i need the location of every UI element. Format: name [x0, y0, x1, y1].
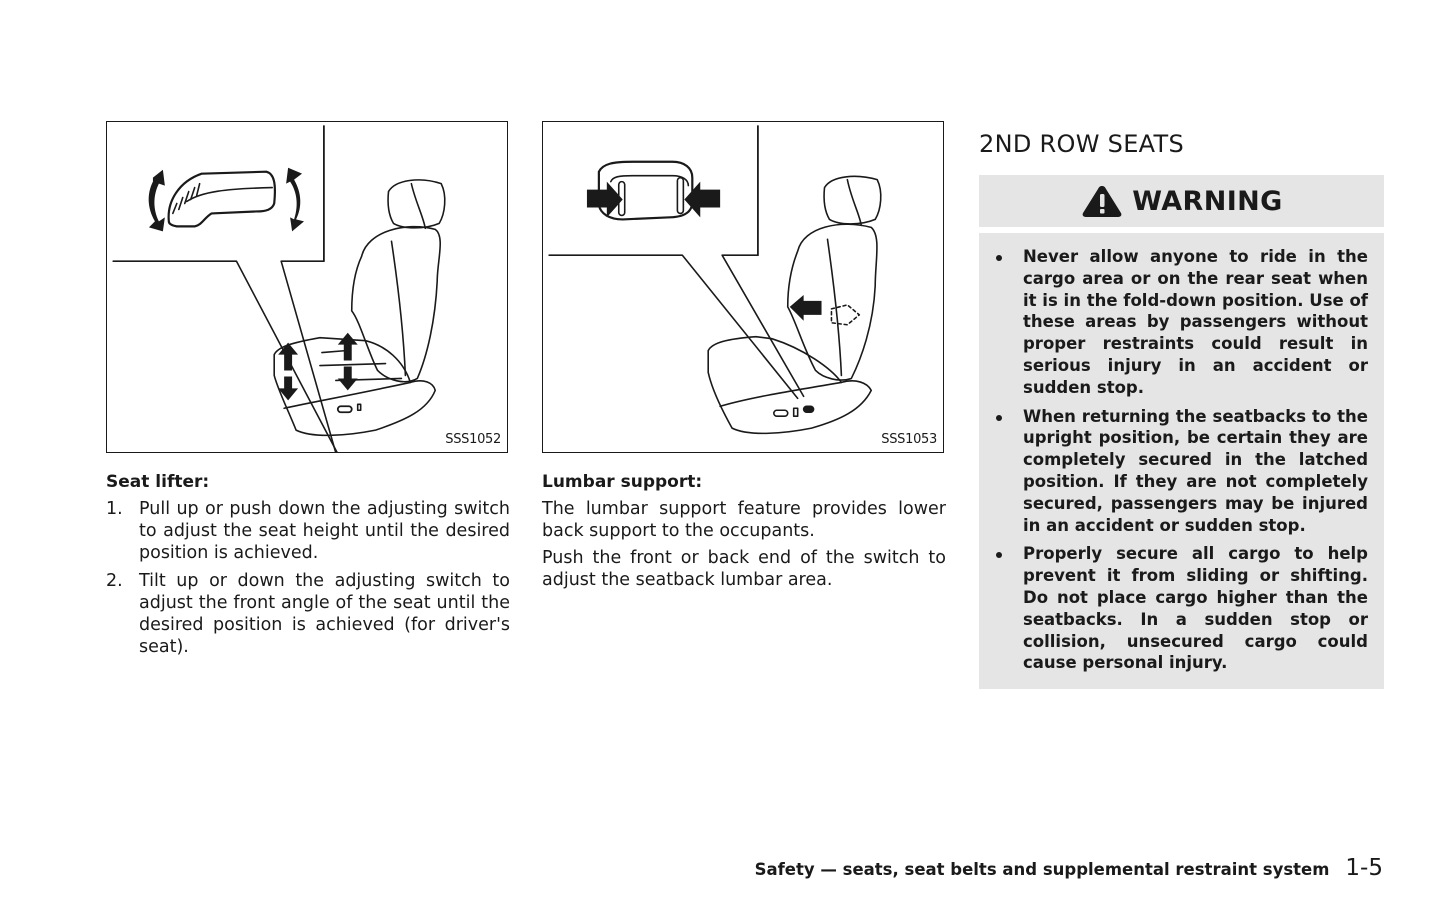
- warning-text: When returning the seatbacks to the upright position, be certain they are completely secured in the latched position. If they are not completely secured, passengers may be injured in an accident or sudden stop.: [1023, 406, 1368, 535]
- lumbar-paragraph: The lumbar support feature provides lower back support to the occupants.: [542, 499, 946, 541]
- step-number: 1.: [106, 499, 123, 519]
- press-arrow-left-icon: [587, 182, 623, 218]
- chapter-title: Safety — seats, seat belts and supplemental restraint system: [754, 860, 1330, 879]
- warning-label: WARNING: [1132, 185, 1283, 217]
- seat-lifter-column: [106, 121, 510, 664]
- warning-item: [991, 406, 1368, 537]
- step-number: 2.: [106, 571, 123, 591]
- step-item: [106, 498, 510, 564]
- seat-lifter-steps: [106, 498, 510, 658]
- bullet-icon: [996, 552, 1002, 558]
- warning-body: [979, 233, 1384, 689]
- lumbar-heading: Lumbar support:: [542, 472, 703, 492]
- bullet-icon: [996, 415, 1002, 421]
- tilt-arrow-right-icon: [286, 168, 304, 232]
- step-item: [106, 570, 510, 658]
- bullet-icon: [996, 255, 1002, 261]
- lumbar-column: [542, 121, 946, 591]
- page-footer: [755, 855, 1383, 881]
- seat-lifter-heading: Seat lifter:: [106, 472, 210, 492]
- seat-lifter-illustration: [107, 122, 507, 452]
- step-text: Tilt up or down the adjusting switch to adjust the front angle of the seat until the desired position is achieved (for driver's seat).: [139, 571, 510, 657]
- page-number: 1-5: [1345, 855, 1383, 881]
- seat-lifter-figure: [106, 121, 508, 453]
- lumbar-paragraph: Push the front or back end of the switch to adjust the seatback lumbar area.: [542, 548, 946, 590]
- tilt-arrow-left-icon: [149, 170, 165, 232]
- warning-item: [991, 246, 1368, 399]
- warning-text: Properly secure all cargo to help prevent it from sliding or shifting. Do not place cargo higher than the seatbacks. In a sudden stop or collision, unsecured cargo could cause personal injury.: [1023, 544, 1368, 673]
- lumbar-figure: [542, 121, 944, 453]
- lumbar-arrow-icon: [790, 295, 822, 321]
- second-row-column: [979, 128, 1384, 689]
- warning-header: [979, 175, 1384, 227]
- press-arrow-right-icon: [684, 182, 720, 218]
- warning-item: [991, 543, 1368, 674]
- figure-code: SSS1052: [445, 432, 501, 447]
- section-title: 2ND ROW SEATS: [979, 130, 1185, 158]
- figure-code: SSS1053: [881, 432, 937, 447]
- step-text: Pull up or push down the adjusting switch to adjust the seat height until the desired position is achieved.: [139, 499, 510, 563]
- warning-triangle-icon: [1080, 184, 1124, 218]
- warning-text: Never allow anyone to ride in the cargo area or on the rear seat when it is in the fold-down position. Use of these areas by passengers without proper restraints could result in serious injury in an accident or sudden stop.: [1023, 247, 1368, 397]
- warning-list: [991, 246, 1368, 674]
- lumbar-illustration: [543, 122, 943, 452]
